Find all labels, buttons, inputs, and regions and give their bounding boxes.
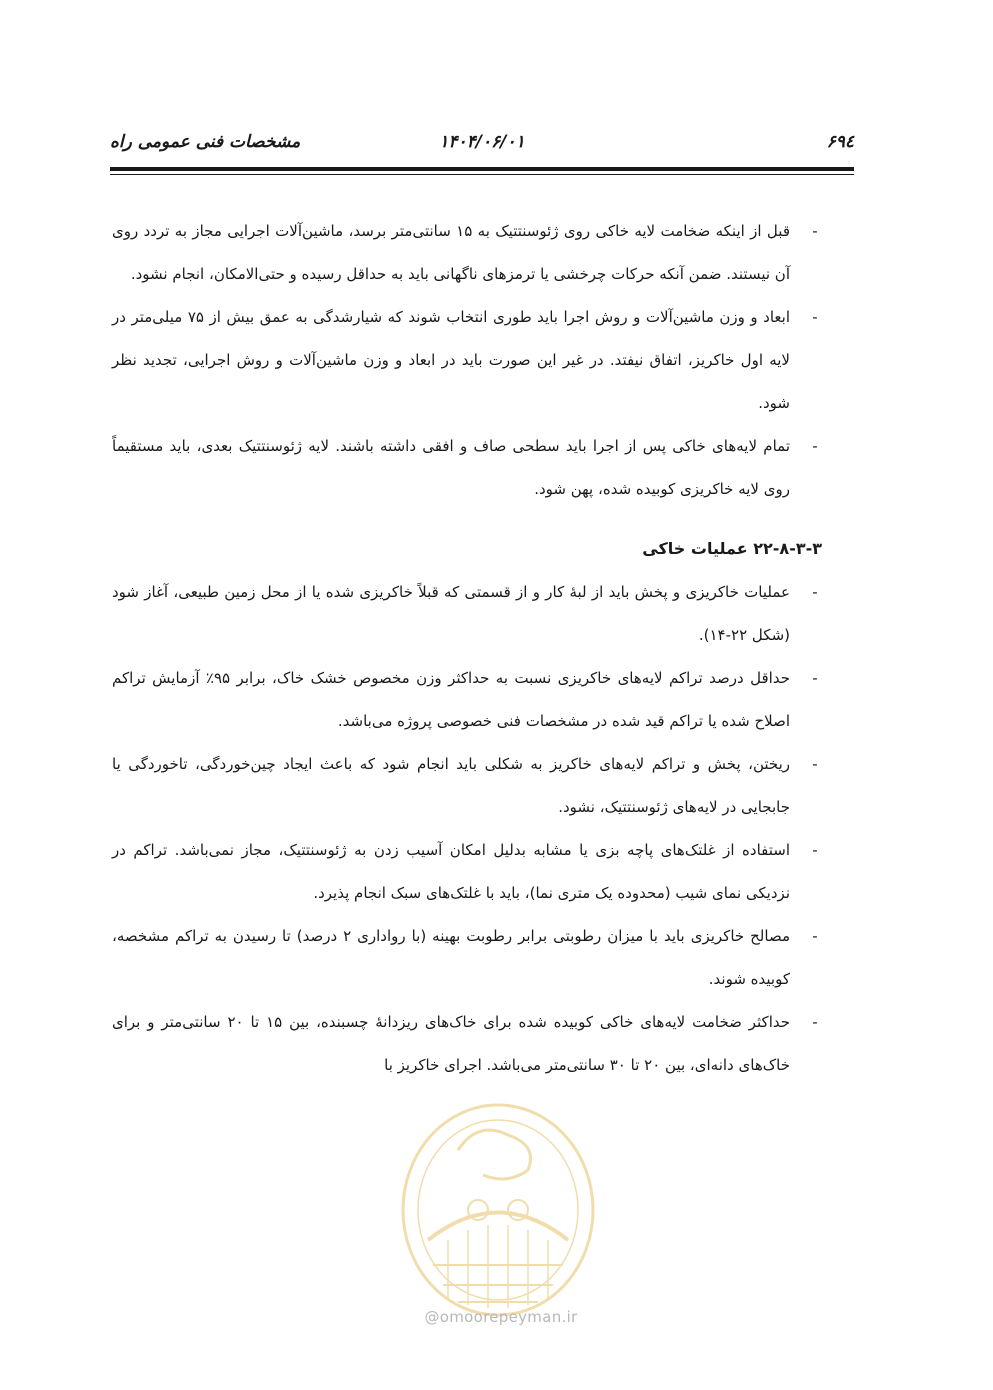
list-item: [112, 915, 822, 1001]
list-item-text: عملیات خاکریزی و پخش باید از لبهٔ کار و از قسمتی که قبلاً خاکریزی شده یا از محل زمین طبیعی، آغاز شود (شکل ۲۲-۱۴).: [112, 583, 790, 644]
bullet-dash: -: [812, 1013, 818, 1031]
bullet-dash: -: [812, 437, 818, 455]
body-text: [112, 210, 822, 1087]
document-title: مشخصات فنی عمومی راه: [110, 132, 301, 152]
header-rule-thin: [110, 174, 854, 175]
bullet-dash: -: [812, 841, 818, 859]
bullet-dash: -: [812, 927, 818, 945]
bullet-dash: -: [812, 222, 818, 240]
list-item: [112, 743, 822, 829]
list-item-text: مصالح خاکریزی باید با میزان رطوبتی برابر رطوبت بهینه (با رواداری ۲ درصد) تا رسیدن به تراکم مشخصه، کوبیده شوند.: [112, 927, 790, 988]
list-item-text: قبل از اینکه ضخامت لایه خاکی روی ژئوسنتتیک به ۱۵ سانتی‌متر برسد، ماشین‌آلات اجرایی مجاز به تردد روی آن نیستند. ضمن آنکه حرکات چرخشی یا ترمزهای ناگهانی باید به حداقل رسیده و حتی‌الامکان، انجام نشود.: [112, 222, 790, 283]
bullet-dash: -: [812, 308, 818, 326]
bullet-dash: -: [812, 583, 818, 601]
header-date: ۱۴۰۴/۰۶/۰۱: [439, 132, 525, 152]
watermark-url: @omoorepeyman.ir: [424, 1308, 578, 1326]
list-item: [112, 425, 822, 511]
page-number: ۶۹٤: [826, 132, 854, 152]
section-heading: ۲۲-۸-۳-۳ عملیات خاکی: [642, 539, 822, 558]
list-item: [112, 1001, 822, 1087]
list-item: [112, 829, 822, 915]
list-item: [112, 571, 822, 657]
list-item: [112, 210, 822, 296]
list-item-text: ابعاد و وزن ماشین‌آلات و روش اجرا باید طوری انتخاب شوند که شیارشدگی به عمق بیش از ۷۵ میلی‌متر در لایه اول خاکریز، اتفاق نیفتد. در غیر این صورت باید در ابعاد و وزن ماشین‌آلات و روش اجرایی، تجدید نظر شود.: [112, 308, 791, 412]
page-header: [110, 126, 854, 162]
watermark-logo-icon: [388, 1090, 608, 1340]
list-item-text: حداکثر ضخامت لایه‌های خاکی کوبیده شده برای خاک‌های ریزدانهٔ چسبنده، بین ۱۵ تا ۲۰ سانتی‌متر و برای خاک‌های دانه‌ای، بین ۲۰ تا ۳۰ سانتی‌متر می‌باشد. اجرای خاکریز با: [112, 1013, 791, 1074]
bullet-dash: -: [812, 669, 818, 687]
list-item: [112, 296, 822, 425]
list-item: [112, 657, 822, 743]
list-item-text: حداقل درصد تراکم لایه‌های خاکریزی نسبت به حداکثر وزن مخصوص خشک خاک، برابر ۹۵٪ آزمایش تراکم اصلاح شده یا تراکم قید شده در مشخصات فنی خصوصی پروژه می‌باشد.: [112, 669, 790, 730]
list-item-text: تمام لایه‌های خاکی پس از اجرا باید سطحی صاف و افقی داشته باشند. لایه ژئوسنتتیک بعدی، باید مستقیماً روی لایه خاکریزی کوبیده شده، پهن شود.: [112, 437, 790, 498]
list-item-text: استفاده از غلتک‌های پاچه بزی یا مشابه بدلیل امکان آسیب زدن به ژئوسنتتیک، مجاز نمی‌باشد. تراکم در نزدیکی نمای شیب (محدوده یک متری نما)، باید با غلتک‌های سبک انجام پذیرد.: [112, 841, 790, 902]
header-rule-thick: [110, 167, 854, 171]
bullet-dash: -: [812, 755, 818, 773]
list-item-text: ریختن، پخش و تراکم لایه‌های خاکریز به شکلی باید انجام شود که باعث ایجاد چین‌خوردگی، تاخوردگی یا جابجایی در لایه‌های ژئوسنتتیک، نشود.: [112, 755, 790, 816]
